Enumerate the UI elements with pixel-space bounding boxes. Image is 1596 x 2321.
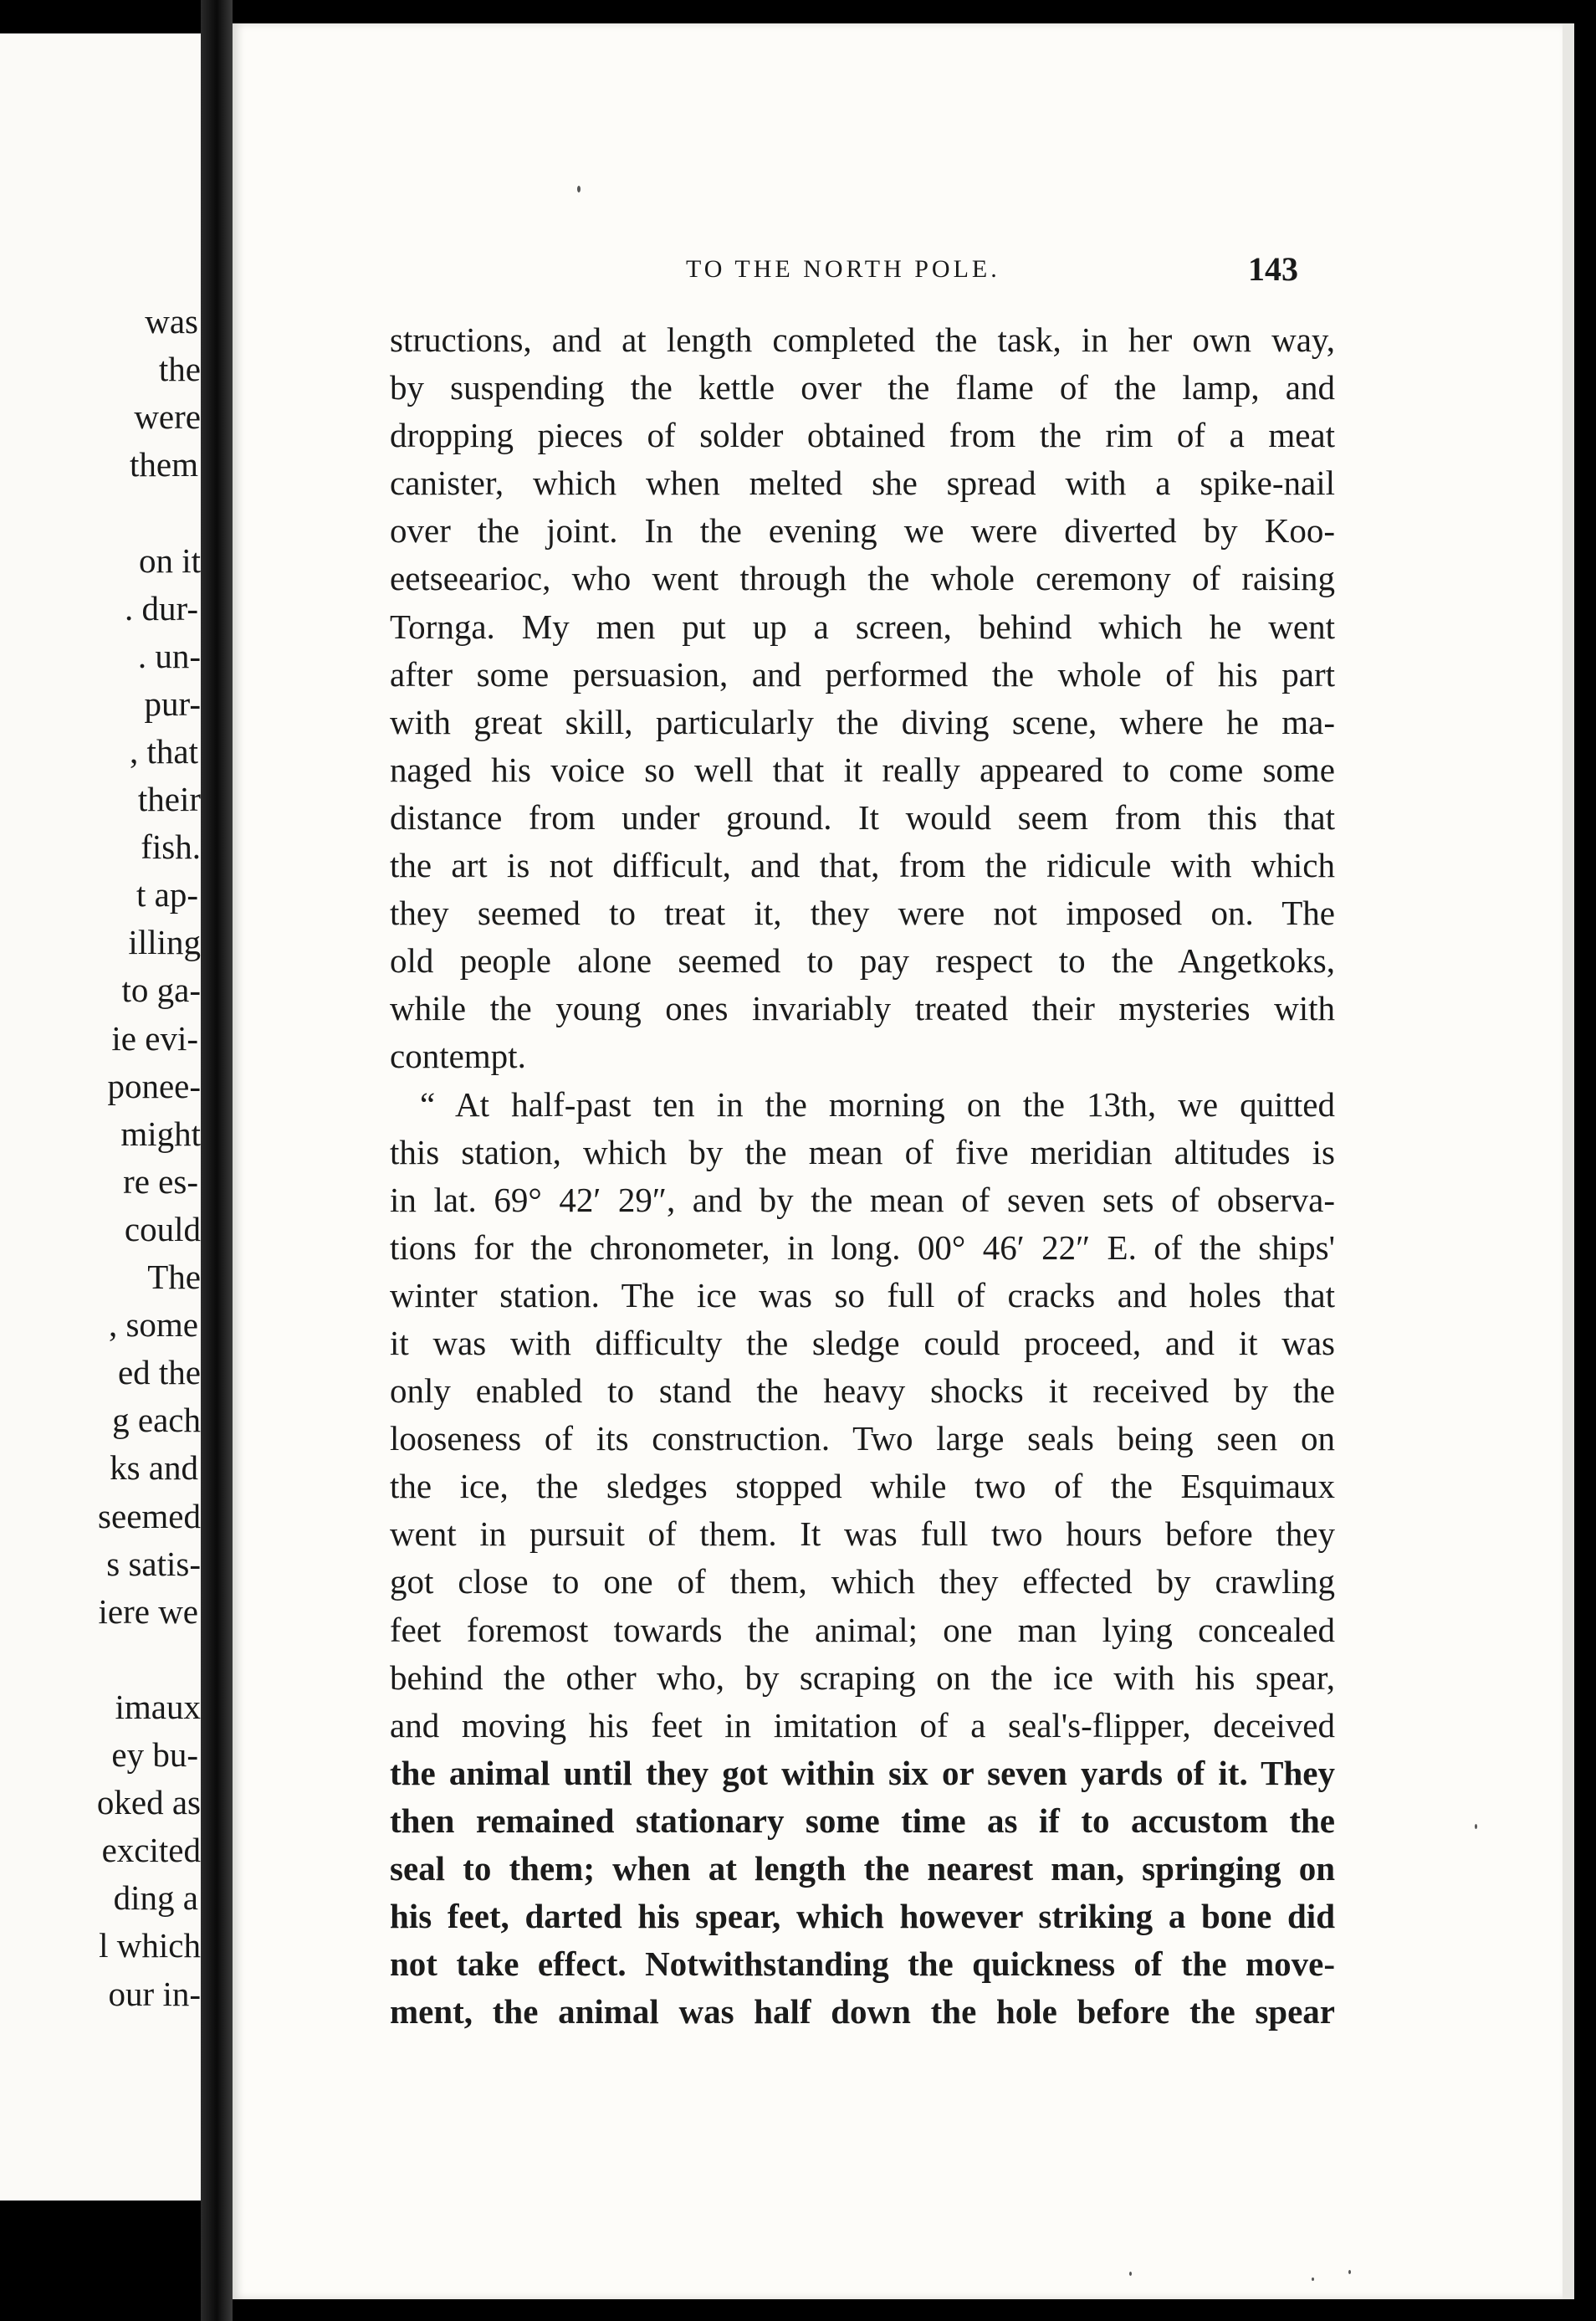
body-text: [390, 316, 1335, 2036]
body-line: not take effect. Notwithstanding the quickness of the move-: [390, 1944, 1335, 1984]
body-line: naged his voice so well that it really appeared to come some: [390, 750, 1335, 789]
body-line: by suspending the kettle over the flame of the lamp, and: [390, 368, 1335, 407]
body-line: it was with difficulty the sledge could proceed, and it was: [390, 1323, 1335, 1362]
body-line: contempt.: [390, 1037, 526, 1076]
body-line: got close to one of them, which they effected by crawling: [390, 1562, 1335, 1601]
left-page-fragment: The: [147, 1258, 201, 1296]
left-page-fragment: illing: [128, 923, 201, 962]
left-page: [0, 33, 201, 2201]
left-page-fragment: on it: [138, 541, 201, 580]
left-page-fragment: them: [130, 445, 198, 484]
body-line: while the young ones invariably treated their mysteries with: [390, 989, 1335, 1028]
body-line: feet foremost towards the animal; one man lying concealed: [390, 1610, 1335, 1649]
left-page-fragment: g each: [112, 1401, 201, 1440]
left-page-fragment: excited: [101, 1831, 201, 1870]
body-line: his feet, darted his spear, which however striking a bone did: [390, 1897, 1335, 1936]
left-page-fragment: , that: [130, 731, 198, 771]
body-line: Tornga. My men put up a screen, behind which he went: [390, 607, 1335, 646]
body-line: over the joint. In the evening we were diverted by Koo-: [390, 511, 1335, 551]
left-page-fragment: ks and: [110, 1448, 198, 1488]
left-page-fragment: pur-: [144, 684, 201, 723]
body-line: eetseearioc, who went through the whole ceremony of raising: [390, 559, 1335, 598]
body-line: winter station. The ice was so full of cracks and holes that: [390, 1275, 1335, 1314]
body-line: dropping pieces of solder obtained from the rim of a meat: [390, 416, 1335, 455]
left-page-fragment: ey bu-: [111, 1735, 198, 1774]
body-line: then remained stationary some time as if to accustom the: [390, 1801, 1335, 1840]
body-line: looseness of its construction. Two large seals being seen on: [390, 1419, 1335, 1458]
body-line: ment, the animal was half down the hole before the spear: [390, 1992, 1335, 2032]
body-line: structions, and at length completed the task, in her own way,: [390, 320, 1335, 359]
left-page-fragment: , some: [108, 1305, 198, 1345]
body-line: tions for the chronometer, in long. 00° 46′ 22″ E. of the ships': [390, 1227, 1335, 1267]
body-line: went in pursuit of them. It was full two hours before they: [390, 1514, 1335, 1554]
page-number: 143: [1248, 250, 1298, 288]
left-page-fragment: t ap-: [136, 875, 198, 915]
body-line: only enabled to stand the heavy shocks it received by the: [390, 1371, 1335, 1411]
body-line: behind the other who, by scraping on the ice with his spear,: [390, 1657, 1335, 1697]
body-line: with great skill, particularly the diving scene, where he ma-: [390, 702, 1335, 741]
left-page-fragment: the: [158, 350, 201, 389]
scan-speck: [1348, 2270, 1351, 2274]
left-page-fragment: re es-: [123, 1161, 198, 1201]
left-page-fragment: . un-: [137, 636, 201, 675]
left-page-fragment: ed the: [117, 1353, 201, 1392]
body-line: after some persuasion, and performed the whole of his part: [390, 654, 1335, 694]
left-page-fragment: was: [145, 302, 198, 341]
page-edge: [1563, 23, 1574, 2299]
body-line: the ice, the sledges stopped while two of the Esquimaux: [390, 1467, 1335, 1506]
running-head: TO THE NORTH POLE.: [686, 255, 1000, 283]
body-line: they seemed to treat it, they were not imposed on. The: [390, 894, 1335, 933]
left-page-fragment: our in-: [108, 1974, 201, 2013]
body-line: canister, which when melted she spread with a spike-nail: [390, 464, 1335, 503]
left-page-fragment: seemed: [98, 1496, 201, 1535]
left-page-fragment: oked as: [96, 1783, 201, 1822]
scan-speck: [1129, 2272, 1132, 2276]
left-page-fragment: their: [137, 780, 201, 818]
body-line: and moving his feet in imitation of a seal's-flipper, deceived: [390, 1705, 1335, 1745]
left-page-fragment: iere we: [98, 1591, 198, 1631]
left-page-fragment: fish.: [141, 827, 201, 867]
left-page-fragment: to ga-: [121, 971, 201, 1010]
body-line: seal to them; when at length the nearest man, springing on: [390, 1849, 1335, 1888]
scan-speck: [1312, 2277, 1314, 2281]
body-line: old people alone seemed to pay respect to the Angetkoks,: [390, 941, 1335, 981]
body-line: distance from under ground. It would seem from this that: [390, 797, 1335, 837]
left-page-fragment: s satis-: [106, 1544, 201, 1583]
body-line: the animal until they got within six or seven yards of it. They: [390, 1753, 1335, 1792]
scan-speck: [577, 186, 581, 192]
left-page-fragment: ponee-: [107, 1066, 201, 1105]
body-line: this station, which by the mean of five meridian altitudes is: [390, 1132, 1335, 1171]
left-page-fragment: might: [120, 1114, 201, 1153]
body-line: “ At half-past ten in the morning on the 13th, we quitted: [420, 1084, 1335, 1124]
left-page-fragment: were: [134, 397, 201, 437]
left-page-fragment: imaux: [115, 1687, 201, 1726]
gutter-shadow: [201, 0, 233, 2321]
body-line: in lat. 69° 42′ 29″, and by the mean of seven sets of observa-: [390, 1180, 1335, 1219]
left-page-fragment: . dur-: [125, 588, 198, 628]
left-page-fragment: ie evi-: [111, 1018, 198, 1058]
scan-speck: [1475, 1824, 1477, 1829]
left-page-fragment: could: [124, 1209, 201, 1248]
body-line: the art is not difficult, and that, from the ridicule with which: [390, 846, 1335, 885]
left-page-fragment: l which: [99, 1926, 201, 1965]
left-page-fragment: ding a: [113, 1878, 198, 1918]
